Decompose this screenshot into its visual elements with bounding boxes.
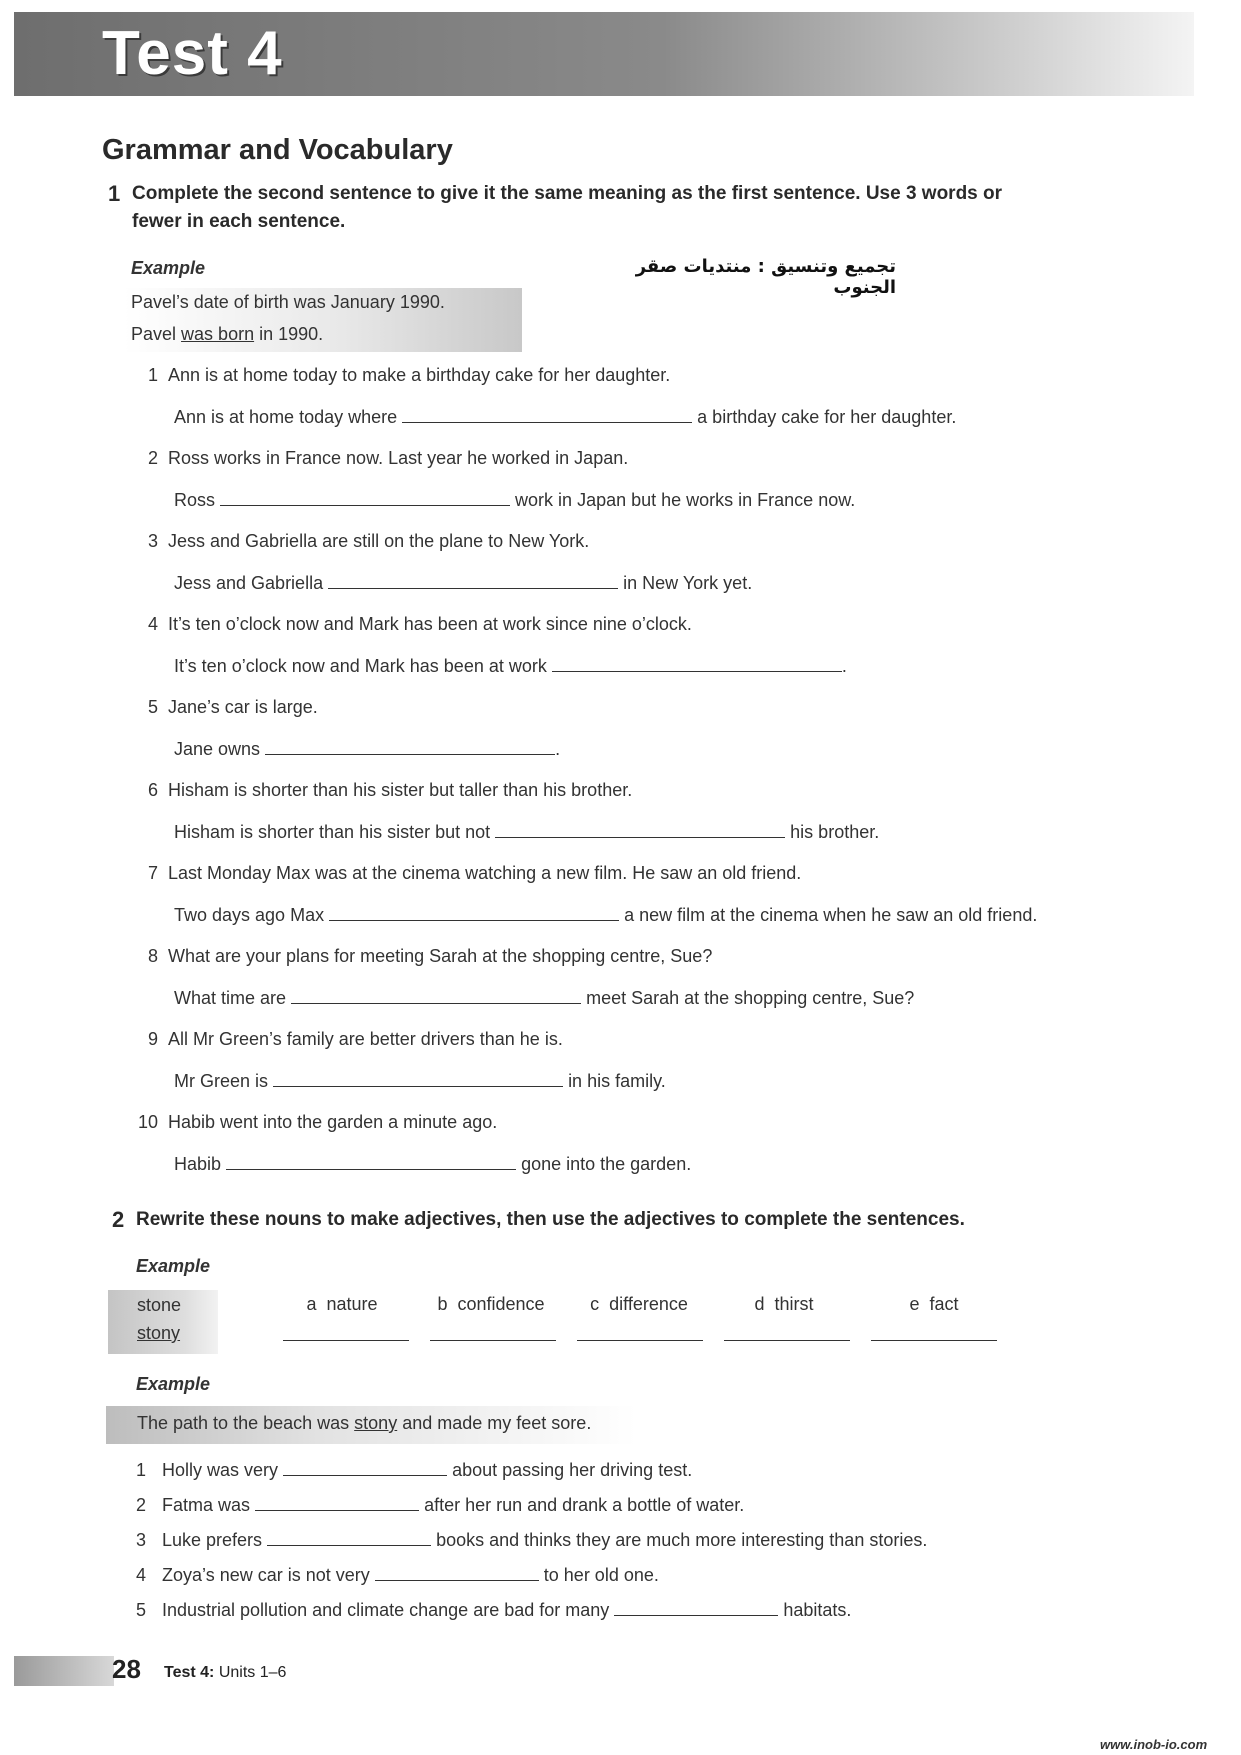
page-number: 28 — [112, 1654, 141, 1684]
item-number: 3 — [147, 531, 158, 551]
watermark: www.inob-io.com — [1100, 1737, 1208, 1752]
item-number: 4 — [136, 1565, 147, 1585]
item-number: 9 — [147, 1029, 158, 1049]
exercise-2-number: 2 — [112, 1207, 125, 1232]
answer-blank[interactable] — [255, 1494, 419, 1511]
sentence-after: meet Sarah at the shopping centre, Sue? — [586, 988, 915, 1008]
footer-label-rest: Units 1–6 — [218, 1664, 287, 1681]
sentence-before: Two days ago Max — [174, 905, 325, 925]
sentence-after: work in Japan but he works in France now. — [515, 490, 856, 510]
item-prompt: Last Monday Max was at the cinema watching a new film. He saw an old friend. — [168, 863, 802, 883]
test-title: Test 4 — [102, 19, 283, 88]
example-noun: stone — [137, 1295, 182, 1315]
ex1-item-5-prompt — [132, 697, 318, 718]
ex1-item-3-prompt — [132, 531, 589, 552]
example-answer: stony — [354, 1413, 398, 1433]
item-number: 2 — [136, 1495, 147, 1515]
noun-b-blank[interactable] — [430, 1339, 556, 1341]
ex1-item-2-prompt — [132, 448, 628, 469]
answer-blank[interactable] — [495, 821, 785, 838]
item-prompt: It’s ten o’clock now and Mark has been at work since nine o’clock. — [168, 614, 692, 634]
sentence-before: It’s ten o’clock now and Mark has been at work — [174, 656, 547, 676]
example-sentence-2 — [131, 324, 323, 345]
exercise-2-instruction — [112, 1206, 1196, 1234]
item-number: 5 — [147, 697, 158, 717]
noun-letter: e — [909, 1294, 920, 1314]
example-after: and made my feet sore. — [402, 1413, 592, 1433]
sentence-before: Luke prefers — [162, 1530, 263, 1550]
ex1-item-6-prompt — [132, 780, 632, 801]
sentence-before: Hisham is shorter than his sister but not — [174, 822, 491, 842]
sentence-before: Ross — [174, 490, 216, 510]
answer-blank[interactable] — [375, 1564, 539, 1581]
item-prompt: Ross works in France now. Last year he worked in Japan. — [168, 448, 629, 468]
sentence-after: a birthday cake for her daughter. — [697, 407, 957, 427]
sentence-after: after her run and drank a bottle of water. — [424, 1495, 745, 1515]
noun-word: thirst — [774, 1294, 814, 1314]
footer-bar — [14, 1656, 114, 1686]
ex1-item-4-prompt — [132, 614, 692, 635]
noun-d — [724, 1294, 844, 1315]
answer-blank[interactable] — [614, 1599, 778, 1616]
noun-c — [574, 1294, 704, 1315]
ex1-item-6-answer-line — [174, 821, 879, 843]
answer-blank[interactable] — [328, 572, 618, 589]
answer-blank[interactable] — [402, 406, 692, 423]
section-title: Grammar and Vocabulary — [102, 134, 453, 166]
example-sentence-1: Pavel’s date of birth was January 1990. — [131, 292, 445, 312]
noun-letter: b — [437, 1294, 448, 1314]
sentence-after: about passing her driving test. — [452, 1460, 693, 1480]
ex1-item-8-answer-line — [174, 987, 914, 1009]
noun-word: nature — [326, 1294, 378, 1314]
ex1-item-10-answer-line — [174, 1153, 691, 1175]
exercise-1-number: 1 — [108, 181, 121, 206]
ex1-item-3-answer-line — [174, 572, 752, 594]
item-number: 3 — [136, 1530, 147, 1550]
item-number: 2 — [147, 448, 158, 468]
noun-b — [426, 1294, 556, 1315]
exercise-1-instruction-line1: Complete the second sentence to give it the same meaning as the first sentence. Use 3 words or — [132, 183, 1003, 204]
sentence-before: Mr Green is — [174, 1071, 269, 1091]
noun-c-blank[interactable] — [577, 1339, 703, 1341]
noun-e — [874, 1294, 994, 1315]
item-prompt: Hisham is shorter than his sister but taller than his brother. — [168, 780, 633, 800]
answer-blank[interactable] — [226, 1153, 516, 1170]
noun-e-blank[interactable] — [871, 1339, 997, 1341]
footer-label — [164, 1664, 286, 1682]
sentence-before: Jane owns — [174, 739, 261, 759]
example-before: The path to the beach was — [137, 1413, 350, 1433]
answer-blank[interactable] — [291, 987, 581, 1004]
header-bar — [14, 12, 1194, 96]
answer-blank[interactable] — [273, 1070, 563, 1087]
noun-word: confidence — [457, 1294, 545, 1314]
exercise-1-instruction-line2: fewer in each sentence. — [132, 211, 346, 232]
answer-blank[interactable] — [267, 1529, 431, 1546]
noun-letter: c — [590, 1294, 600, 1314]
ex1-item-8-prompt — [132, 946, 712, 967]
item-number: 10 — [137, 1112, 158, 1132]
noun-word: fact — [929, 1294, 959, 1314]
sentence-before: Zoya’s new car is not very — [162, 1565, 370, 1585]
item-number: 5 — [136, 1600, 147, 1620]
noun-d-blank[interactable] — [724, 1339, 850, 1341]
noun-letter: d — [754, 1294, 765, 1314]
sentence-after: a new film at the cinema when he saw an old friend. — [624, 905, 1038, 925]
ex1-item-10-prompt — [132, 1112, 497, 1133]
example-sentence — [137, 1413, 591, 1434]
example-answer: was born — [181, 324, 255, 344]
example-sentence-2-end: in 1990. — [259, 324, 324, 344]
noun-a — [282, 1294, 402, 1315]
item-number: 8 — [147, 946, 158, 966]
example-sentence-2-start: Pavel — [131, 324, 177, 344]
sentence-before: Fatma was — [162, 1495, 251, 1515]
footer-label-bold: Test 4: — [164, 1664, 215, 1681]
item-prompt: Habib went into the garden a minute ago. — [168, 1112, 498, 1132]
ex2-item-4 — [136, 1564, 659, 1586]
noun-word: difference — [609, 1294, 688, 1314]
sentence-after: his brother. — [790, 822, 880, 842]
item-number: 1 — [147, 365, 158, 385]
item-number: 1 — [136, 1460, 147, 1480]
ex1-item-7-prompt — [132, 863, 801, 884]
answer-blank[interactable] — [283, 1459, 447, 1476]
sentence-before: Jess and Gabriella — [174, 573, 324, 593]
sentence-after: to her old one. — [543, 1565, 659, 1585]
exercise-1-example-label: Example — [131, 258, 206, 278]
item-prompt: Ann is at home today to make a birthday cake for her daughter. — [168, 365, 671, 385]
ex1-item-9-prompt — [132, 1029, 563, 1050]
answer-blank[interactable] — [552, 655, 842, 672]
sentence-after: gone into the garden. — [521, 1154, 692, 1174]
sentence-after: in New York yet. — [623, 573, 753, 593]
exercise-1-instruction — [108, 180, 1172, 236]
noun-letter: a — [306, 1294, 317, 1314]
item-prompt: Jess and Gabriella are still on the plane to New York. — [168, 531, 590, 551]
item-number: 6 — [147, 780, 158, 800]
sentence-before: Ann is at home today where — [174, 407, 398, 427]
sentence-before: Habib — [174, 1154, 222, 1174]
answer-blank[interactable] — [265, 738, 555, 755]
item-prompt: What are your plans for meeting Sarah at the shopping centre, Sue? — [168, 946, 713, 966]
example-adjective: stony — [137, 1323, 181, 1343]
sentence-after: books and thinks they are much more interesting than stories. — [436, 1530, 928, 1550]
ex2-item-5 — [136, 1599, 851, 1621]
item-prompt: All Mr Green’s family are better drivers than he is. — [168, 1029, 563, 1049]
sentence-before: Industrial pollution and climate change are bad for many — [162, 1600, 610, 1620]
arabic-credit: تجميع وتنسيق : منتديات صقر الجنوب — [635, 256, 896, 298]
ex1-item-2-answer-line — [174, 489, 855, 511]
noun-a-blank[interactable] — [283, 1339, 409, 1341]
ex2-item-2 — [136, 1494, 744, 1516]
ex1-item-5-answer-line — [174, 738, 560, 760]
answer-blank[interactable] — [220, 489, 510, 506]
sentence-after: in his family. — [568, 1071, 666, 1091]
item-number: 4 — [147, 614, 158, 634]
sentence-before: Holly was very — [162, 1460, 279, 1480]
exercise-2-instruction-text: Rewrite these nouns to make adjectives, then use the adjectives to complete the sentences. — [136, 1209, 965, 1230]
answer-blank[interactable] — [329, 904, 619, 921]
item-number: 7 — [147, 863, 158, 883]
ex1-item-1-answer-line — [174, 406, 956, 428]
exercise-2-example2-label: Example — [136, 1374, 211, 1394]
sentence-after: habitats. — [783, 1600, 852, 1620]
exercise-2-example-label: Example — [136, 1256, 211, 1276]
ex1-item-1-prompt — [132, 365, 670, 386]
sentence-before: What time are — [174, 988, 287, 1008]
item-prompt: Jane’s car is large. — [168, 697, 318, 717]
ex2-item-1 — [136, 1459, 692, 1481]
ex1-item-7-answer-line — [174, 904, 1037, 926]
ex1-item-4-answer-line — [174, 655, 847, 677]
ex2-item-3 — [136, 1529, 927, 1551]
ex1-item-9-answer-line — [174, 1070, 666, 1092]
sentence-after: . — [841, 656, 847, 676]
sentence-after: . — [555, 739, 561, 759]
